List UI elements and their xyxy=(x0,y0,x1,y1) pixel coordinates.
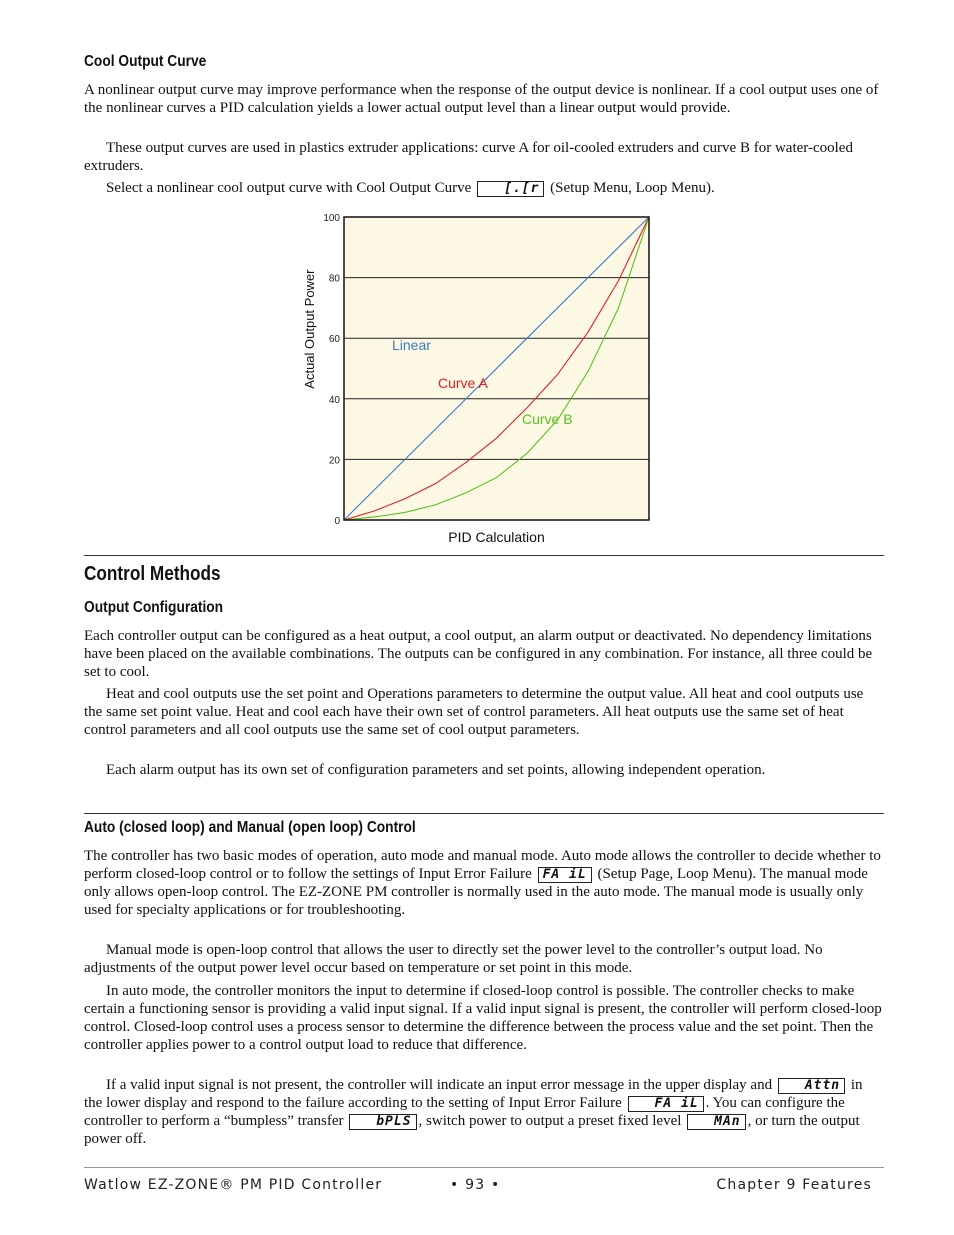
chapter-label: Chapter 9 Features xyxy=(716,1177,872,1193)
footer-rule xyxy=(84,1167,884,1168)
section-divider xyxy=(84,555,884,556)
footer-title: Watlow EZ-ZONE® PM PID Controller xyxy=(84,1177,383,1193)
lcd-fail-code: FA iL xyxy=(538,867,592,883)
y-tick-label: 20 xyxy=(328,455,340,467)
cool-output-p1: A nonlinear output curve may improve performance when the response of the output device is nonlinear. If a cool output uses one of the nonlinear curves a PID calculation yields a lower actual output level than a linear output would provide. xyxy=(84,82,879,116)
auto-manual-p3: In auto mode, the controller monitors the input to determine if closed-loop control is possible. The controller checks to make certain a functioning sensor is providing a valid input signal. If a valid input signal is present, the controller will perform closed-loop control. Closed-loop control uses a process sensor to determine the difference between the process value and the set point. Then the controller applies power to a control output load to reduce that difference. xyxy=(84,983,882,1053)
y-tick-label: 100 xyxy=(323,213,340,224)
lcd-ccr-code: [.[r xyxy=(477,181,544,197)
cool-output-chart xyxy=(294,206,674,546)
auto-manual-heading: Auto (closed loop) and Manual (open loop) Control xyxy=(84,819,416,836)
auto-manual-p1: The controller has two basic modes of operation, auto mode and manual mode. Auto mode allows the controller to decide whether to perform closed-loop control or to follow the settings of Input Error Failure FA iL (Setup Page, Loop Menu). The manual mode only allows open-loop control. The EZ-ZONE PM controller is normally used in the auto mode. The manual mode is usually only used for specialty applications or for troubleshooting. xyxy=(84,848,881,918)
chart-svg xyxy=(294,206,674,546)
output-config-heading: Output Configuration xyxy=(84,599,224,616)
cool-output-heading: Cool Output Curve xyxy=(84,53,207,70)
lcd-man-code: MAn xyxy=(687,1114,745,1130)
y-axis-label: Actual Output Power xyxy=(302,269,317,389)
y-tick-label: 80 xyxy=(328,273,340,285)
auto-manual-p2: Manual mode is open-loop control that allows the user to directly set the power level to the controller’s output load. No adjustments of the output power level occur based on temperature or set point in this mode. xyxy=(84,942,823,976)
lcd-attn-code: Attn xyxy=(778,1078,845,1094)
output-config-p2: Heat and cool outputs use the set point and Operations parameters to determine the output value. All heat and cool outputs use the same set point value. Heat and cool each have their own set of control parameters. All heat outputs use the same set of heat control parameters and all cool outputs use the same set of cool output parameters. xyxy=(84,686,864,738)
x-axis-label: PID Calculation xyxy=(448,529,545,545)
y-tick-label: 0 xyxy=(334,516,340,527)
control-methods-heading: Control Methods xyxy=(84,563,221,585)
page-number: • 93 • xyxy=(450,1177,501,1193)
lcd-fail-code: FA iL xyxy=(628,1096,704,1112)
auto-manual-p4: If a valid input signal is not present, the controller will indicate an input error message in the upper display and Attn in the lower display and respond to the failure according to the setting of Input Error Failure FA iL . You can configure the controller to perform a “bumpless” transfer bPLS , switch power to output a preset fixed level MAn , or turn the output power off. xyxy=(84,1077,863,1147)
lcd-bpls-code: bPLS xyxy=(349,1114,416,1130)
y-tick-label: 40 xyxy=(328,394,340,406)
series-label-curve-a: Curve A xyxy=(438,375,488,391)
output-config-p3: Each alarm output has its own set of configuration parameters and set points, allowing independent operation. xyxy=(106,762,766,778)
series-label-linear: Linear xyxy=(392,337,431,353)
series-label-curve-b: Curve B xyxy=(522,411,573,427)
section-divider xyxy=(84,813,884,814)
output-config-p1: Each controller output can be configured as a heat output, a cool output, an alarm output or deactivated. No dependency limitations have been placed on the available combinations. The outputs can be configured in any combination. For instance, all three could be set to cool. xyxy=(84,628,873,680)
cool-output-p3: Select a nonlinear cool output curve with Cool Output Curve [.[r (Setup Menu, Loop Menu). xyxy=(106,180,715,196)
y-tick-label: 60 xyxy=(328,334,340,346)
cool-output-p2: These output curves are used in plastics extruder applications: curve A for oil-cooled extruders and curve B for water-cooled extruders. xyxy=(84,140,853,174)
